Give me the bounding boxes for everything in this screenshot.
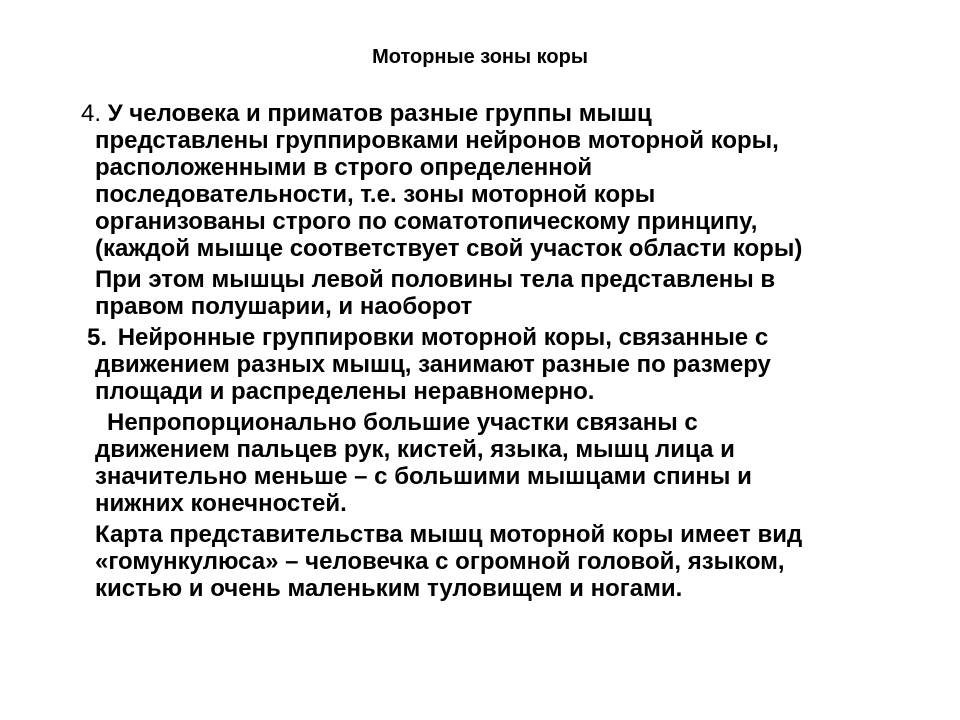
paragraph-line: представлены группировками нейронов моторной коры,: [95, 127, 779, 154]
paragraph-line: организованы строго по соматотопическому принципу,: [95, 208, 758, 235]
paragraph-line: движением пальцев рук, кистей, языка, мышц лица и: [95, 436, 735, 463]
paragraph-line: правом полушарии, и наоборот: [95, 293, 473, 320]
paragraph-line: последовательности, т.е. зоны моторной коры: [95, 181, 656, 208]
slide-title: Моторные зоны коры: [372, 46, 588, 68]
paragraph-hemisphere: [95, 266, 905, 320]
paragraph-line: Непропорционально большие участки связаны с: [107, 409, 698, 436]
slide-body: [81, 100, 905, 606]
paragraph-line: движением разных мышц, занимают разные по размеру: [95, 351, 771, 378]
paragraph-line: нижних конечностей.: [95, 490, 347, 517]
paragraph-line: значительно меньше – с большими мышцами спины и: [95, 463, 752, 490]
paragraph-homunculus: [95, 521, 905, 602]
paragraph-disproportion: [95, 409, 905, 517]
paragraph-line: площади и распределены неравномерно.: [95, 378, 595, 405]
paragraph-5: [87, 324, 905, 405]
list-number: 4.: [81, 100, 102, 127]
paragraph-line: «гомункулюса» – человечка с огромной головой, языком,: [95, 548, 785, 575]
paragraph-line: кистью и очень маленьким туловищем и ногами.: [95, 575, 683, 602]
paragraph-line: Карта представительства мышц моторной коры имеет вид: [95, 521, 803, 548]
paragraph-line: расположенными в строго определенной: [95, 154, 593, 181]
paragraph-line: При этом мышцы левой половины тела представлены в: [95, 266, 776, 293]
paragraph-4: [81, 100, 905, 262]
paragraph-line: У человека и приматов разные группы мышц: [107, 100, 652, 127]
paragraph-line: (каждой мышце соответствует свой участок области коры): [95, 235, 803, 262]
paragraph-line: Нейронные группировки моторной коры, связанные с: [117, 324, 769, 351]
list-number: 5.: [87, 324, 108, 351]
